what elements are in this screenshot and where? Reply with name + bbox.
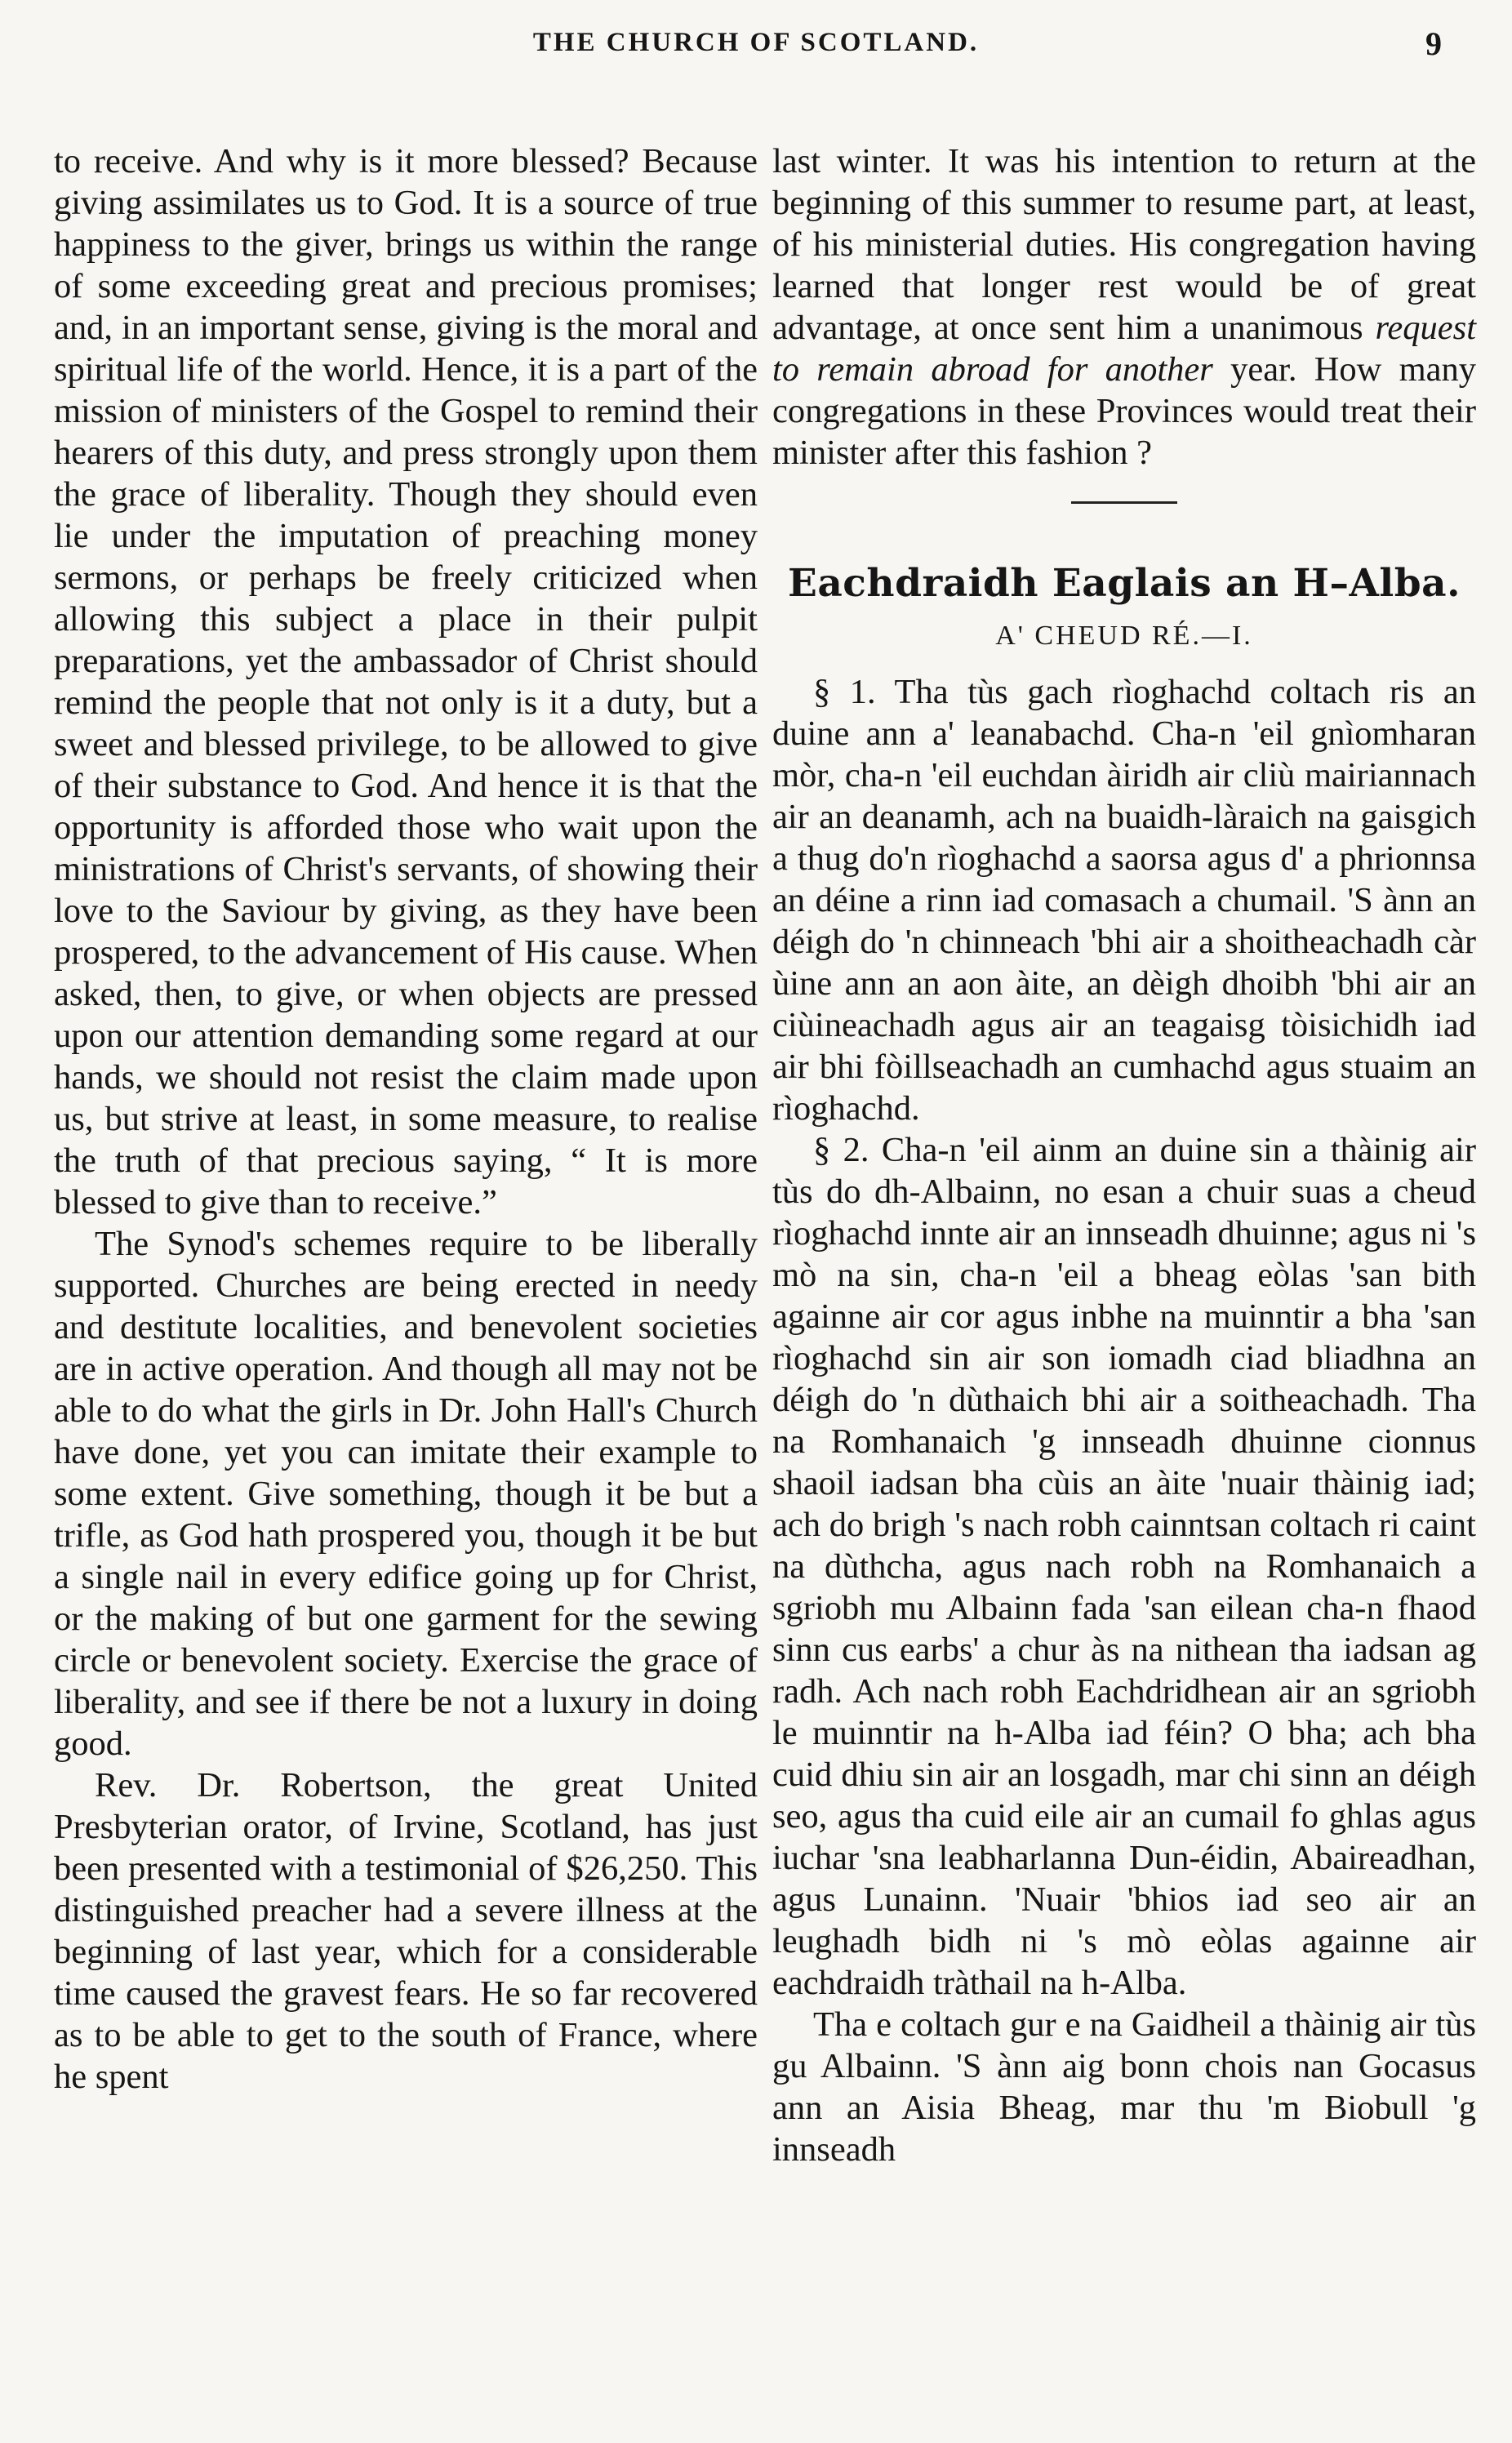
page-number: 9 (1425, 25, 1442, 62)
section-1-paragraph: § 1. Tha tùs gach rìoghachd coltach ris an duine ann a' leanabachd. Cha-n 'eil gnìomharan mòr, cha-n 'eil euchdan àiridh air cliù mairiannach air an deanamh, ach na buaidh-làraich na gaisgich a thug do'n rìoghachd a saorsa agus d' a phrionnsa an déine a rinn iad comasach a chumail. 'S ànn an déigh do 'n chinneach 'bhi air a shoitheachadh càr ùine ann an aon àite, an dèigh dhoibh 'bhi air an ciùineachadh agus air an teagaisg tòisichidh iad air bhi fòillseachadh an cumhachd agus stuaim an rìoghachd. (772, 673, 1476, 1128)
right-paragraph-1 (772, 140, 1476, 474)
running-title: THE CHURCH OF SCOTLAND. (532, 28, 980, 57)
section-divider (1071, 501, 1177, 504)
right-paragraph-1-italic: request to remain abroad for another (772, 309, 1477, 389)
left-paragraph-2: The Synod's schemes require to be liberally supported. Churches are being erected in needy and destitute localities, and benevolent societies are in active operation. And though all may not be able to do what the girls in Dr. John Hall's Church have done, yet you can imitate their example to some extent. Give something, though it be but a trifle, as God hath prospered you, though it be but a single nail in every edifice going up for Christ, or the making of but one garment for the sewing circle or benevolent society. Exercise the grace of liberality, and see if there be not a luxury in doing good. (54, 1225, 758, 1763)
chapter-heading: A' CHEUD RÉ.—I. (995, 621, 1253, 652)
right-column (772, 140, 1476, 2170)
right-paragraph-1-start: last winter. It was his intention to return at the beginning of this summer to resume part, at least, of his ministerial duties. His congregation having learned that longer rest would be of great advantage, at once sent him a unanimous (772, 142, 1476, 347)
section-heading: Eachdraidh Eaglais an H–Alba. (788, 561, 1461, 606)
page-header (0, 25, 1512, 77)
right-paragraph-1-end: year. How many congregations in these Provinces would treat their minister after this fashion ? (772, 350, 1477, 472)
section-2-paragraph: § 2. Cha-n 'eil ainm an duine sin a thàinig air tùs do dh-Albainn, no esan a chuir suas a cheud rìoghachd innte air an innseadh dhuinne; agus ni 's mò na sin, cha-n 'eil a bheag eòlas 'san bith againne air cor agus inbhe na muinntir a bha 'san rìoghachd sin air son iomadh ciad bliadhna an déigh do 'n dùthaich bhi air a soitheachadh. Tha na Romhanaich 'g innseadh dhuinne cionnus shaoil iadsan bha cùis an àite 'nuair thàinig iad; ach do brigh 's nach robh cainntsan coltach ri caint na dùthcha, agus nach robh na Romhanaich a sgriobh mu Albainn fada 'san eilean cha-n fhaod sinn cus earbs' a chur às na nithean tha iadsan ag radh. Ach nach robh Eachdridhean air an sgriobh le muinntir na h-Alba iad féin? O bha; ach bha cuid dhiu sin air an losgadh, mar chi sinn an déigh seo, agus tha cuid eile air an cumail fo ghlas agus iuchar 'sna leabharlanna Dun-éidin, Abaireadhan, agus Lunainn. 'Nuair 'bhios iad seo air an leughadh bidh ni 's mò eòlas againne air eachdraidh tràthail na h-Alba. (772, 1131, 1476, 2003)
right-paragraph-closing: Tha e coltach gur e na Gaidheil a thàinig air tùs gu Albainn. 'S ànn aig bonn chois nan Gocasus ann an Aisia Bheag, mar thu 'm Biobull 'g innseadh (772, 2005, 1476, 2169)
left-paragraph-1: to receive. And why is it more blessed? Because giving assimilates us to God. It is a source of true happiness to the giver, brings us within the range of some exceeding great and precious promises; and, in an important sense, giving is the moral and spiritual life of the world. Hence, it is a part of the mission of ministers of the Gospel to remind their hearers of this duty, and press strongly upon them the grace of liberality. Though they should even lie under the imputation of preaching money sermons, or perhaps be freely criticized when allowing this subject a place in their pulpit preparations, yet the ambassador of Christ should remind the people that not only is it a duty, but a sweet and blessed privilege, to be allowed to give of their substance to God. And hence it is that the opportunity is afforded those who wait upon the ministrations of Christ's servants, of showing their love to the Saviour by giving, as they have been prospered, to the advancement of His cause. When asked, then, to give, or when objects are pressed upon our attention demanding some regard at our hands, we should not resist the claim made upon us, but strive at least, in some measure, to realise the truth of that precious saying, “ It is more blessed to give than to receive.” (54, 142, 758, 1222)
left-column (54, 140, 758, 2098)
left-paragraph-3: Rev. Dr. Robertson, the great United Presbyterian orator, of Irvine, Scotland, has just been presented with a testimonial of $26,250. This distinguished preacher had a severe illness at the beginning of last year, which for a considerable time caused the gravest fears. He so far recovered as to be able to get to the south of France, where he spent (54, 1766, 758, 2096)
